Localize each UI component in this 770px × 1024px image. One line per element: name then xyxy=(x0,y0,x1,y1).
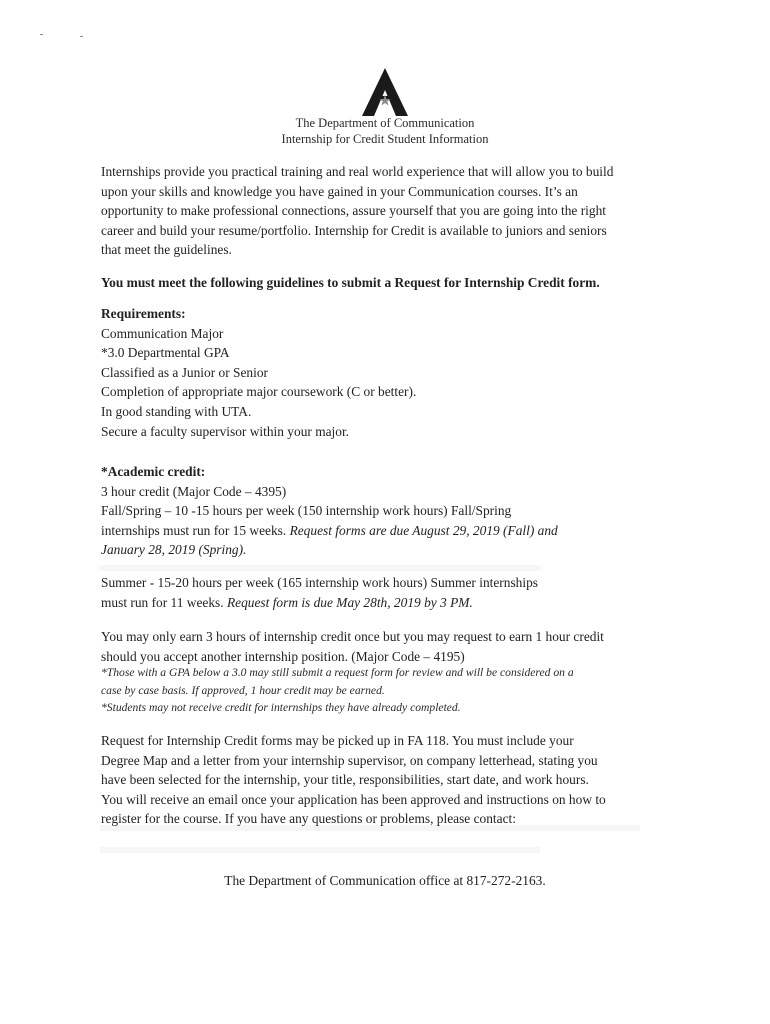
scan-mark xyxy=(40,34,43,35)
credit-line: 3 hour credit (Major Code – 4395) xyxy=(101,483,287,499)
requirement-item: Completion of appropriate major coursework (C or better). xyxy=(101,384,417,400)
summer-line-plain: must run for 11 weeks. xyxy=(101,594,227,610)
summer-line: Summer - 15-20 hours per week (165 internship work hours) Summer internships xyxy=(101,575,538,590)
guidelines-heading xyxy=(101,273,661,293)
one-hour-line: should you accept another internship position. (Major Code – 4195) xyxy=(101,648,465,664)
requirement-item: Classified as a Junior or Senior xyxy=(101,364,268,380)
requirement-item: Secure a faculty supervisor within your major. xyxy=(101,423,350,439)
credit-line-plain: internships must run for 15 weeks. xyxy=(101,522,290,538)
note-line: case by case basis. If approved, 1 hour credit may be earned. xyxy=(101,683,385,697)
pickup-line: have been selected for the internship, your title, responsibilities, start date, and work hours. xyxy=(101,772,589,788)
intro-paragraph xyxy=(101,162,661,260)
note-line: *Students may not receive credit for internships they have already completed. xyxy=(101,701,461,714)
requirements-section xyxy=(101,304,661,441)
requirement-item: *3.0 Departmental GPA xyxy=(101,345,230,361)
intro-line: upon your skills and knowledge you have gained in your Communication courses. It’s an xyxy=(101,183,578,199)
intro-line: that meet the guidelines. xyxy=(101,242,232,258)
scan-mark xyxy=(80,36,83,37)
header-subtitle: Internship for Credit Student Information xyxy=(281,132,489,146)
one-hour-credit-section xyxy=(101,627,661,666)
notes-section xyxy=(101,664,681,717)
guidelines-heading-text: You must meet the following guidelines to submit a Request for Internship Credit form. xyxy=(101,275,600,290)
fall-due-date: Request forms are due August 29, 2019 (Fall) and xyxy=(289,522,558,538)
scan-bleed xyxy=(100,565,540,571)
intro-line: Internships provide you practical training and real world experience that will allow you to build xyxy=(101,164,614,179)
academic-credit-section xyxy=(101,462,661,560)
university-logo xyxy=(362,68,408,116)
intro-line: opportunity to make professional connections, assure yourself that you are going into the right xyxy=(101,203,607,219)
requirement-item: In good standing with UTA. xyxy=(101,403,252,419)
requirements-heading: Requirements: xyxy=(101,306,186,321)
intro-line: career and build your resume/portfolio. Internship for Credit is available to juniors and seniors xyxy=(101,222,607,238)
one-hour-line: You may only earn 3 hours of internship credit once but you may request to earn 1 hour credit xyxy=(101,629,604,644)
academic-credit-heading: *Academic credit: xyxy=(101,464,206,479)
requirement-item: Communication Major xyxy=(101,325,224,341)
header-department: The Department of Communication xyxy=(295,116,475,130)
contact-line: The Department of Communication office at 817-272-2163. xyxy=(224,873,546,888)
summer-section xyxy=(101,573,661,612)
scan-bleed xyxy=(100,847,540,853)
pickup-line: Request for Internship Credit forms may be picked up in FA 118. You must include your xyxy=(101,733,574,748)
note-line: *Those with a GPA below a 3.0 may still submit a request form for review and will be considered on a xyxy=(101,666,574,679)
pickup-paragraph xyxy=(101,731,661,829)
summer-due-date: Request form is due May 28th, 2019 by 3 PM. xyxy=(226,594,473,610)
summer-line xyxy=(101,593,661,613)
spring-due-date: January 28, 2019 (Spring). xyxy=(101,542,247,558)
credit-line xyxy=(101,521,661,541)
pickup-line: You will receive an email once your application has been approved and instructions on how to xyxy=(101,791,606,807)
credit-line: Fall/Spring – 10 -15 hours per week (150 internship work hours) Fall/Spring xyxy=(101,503,512,519)
pickup-line: register for the course. If you have any questions or problems, please contact: xyxy=(101,811,516,827)
pickup-line: Degree Map and a letter from your internship supervisor, on company letterhead, stating you xyxy=(101,752,598,768)
